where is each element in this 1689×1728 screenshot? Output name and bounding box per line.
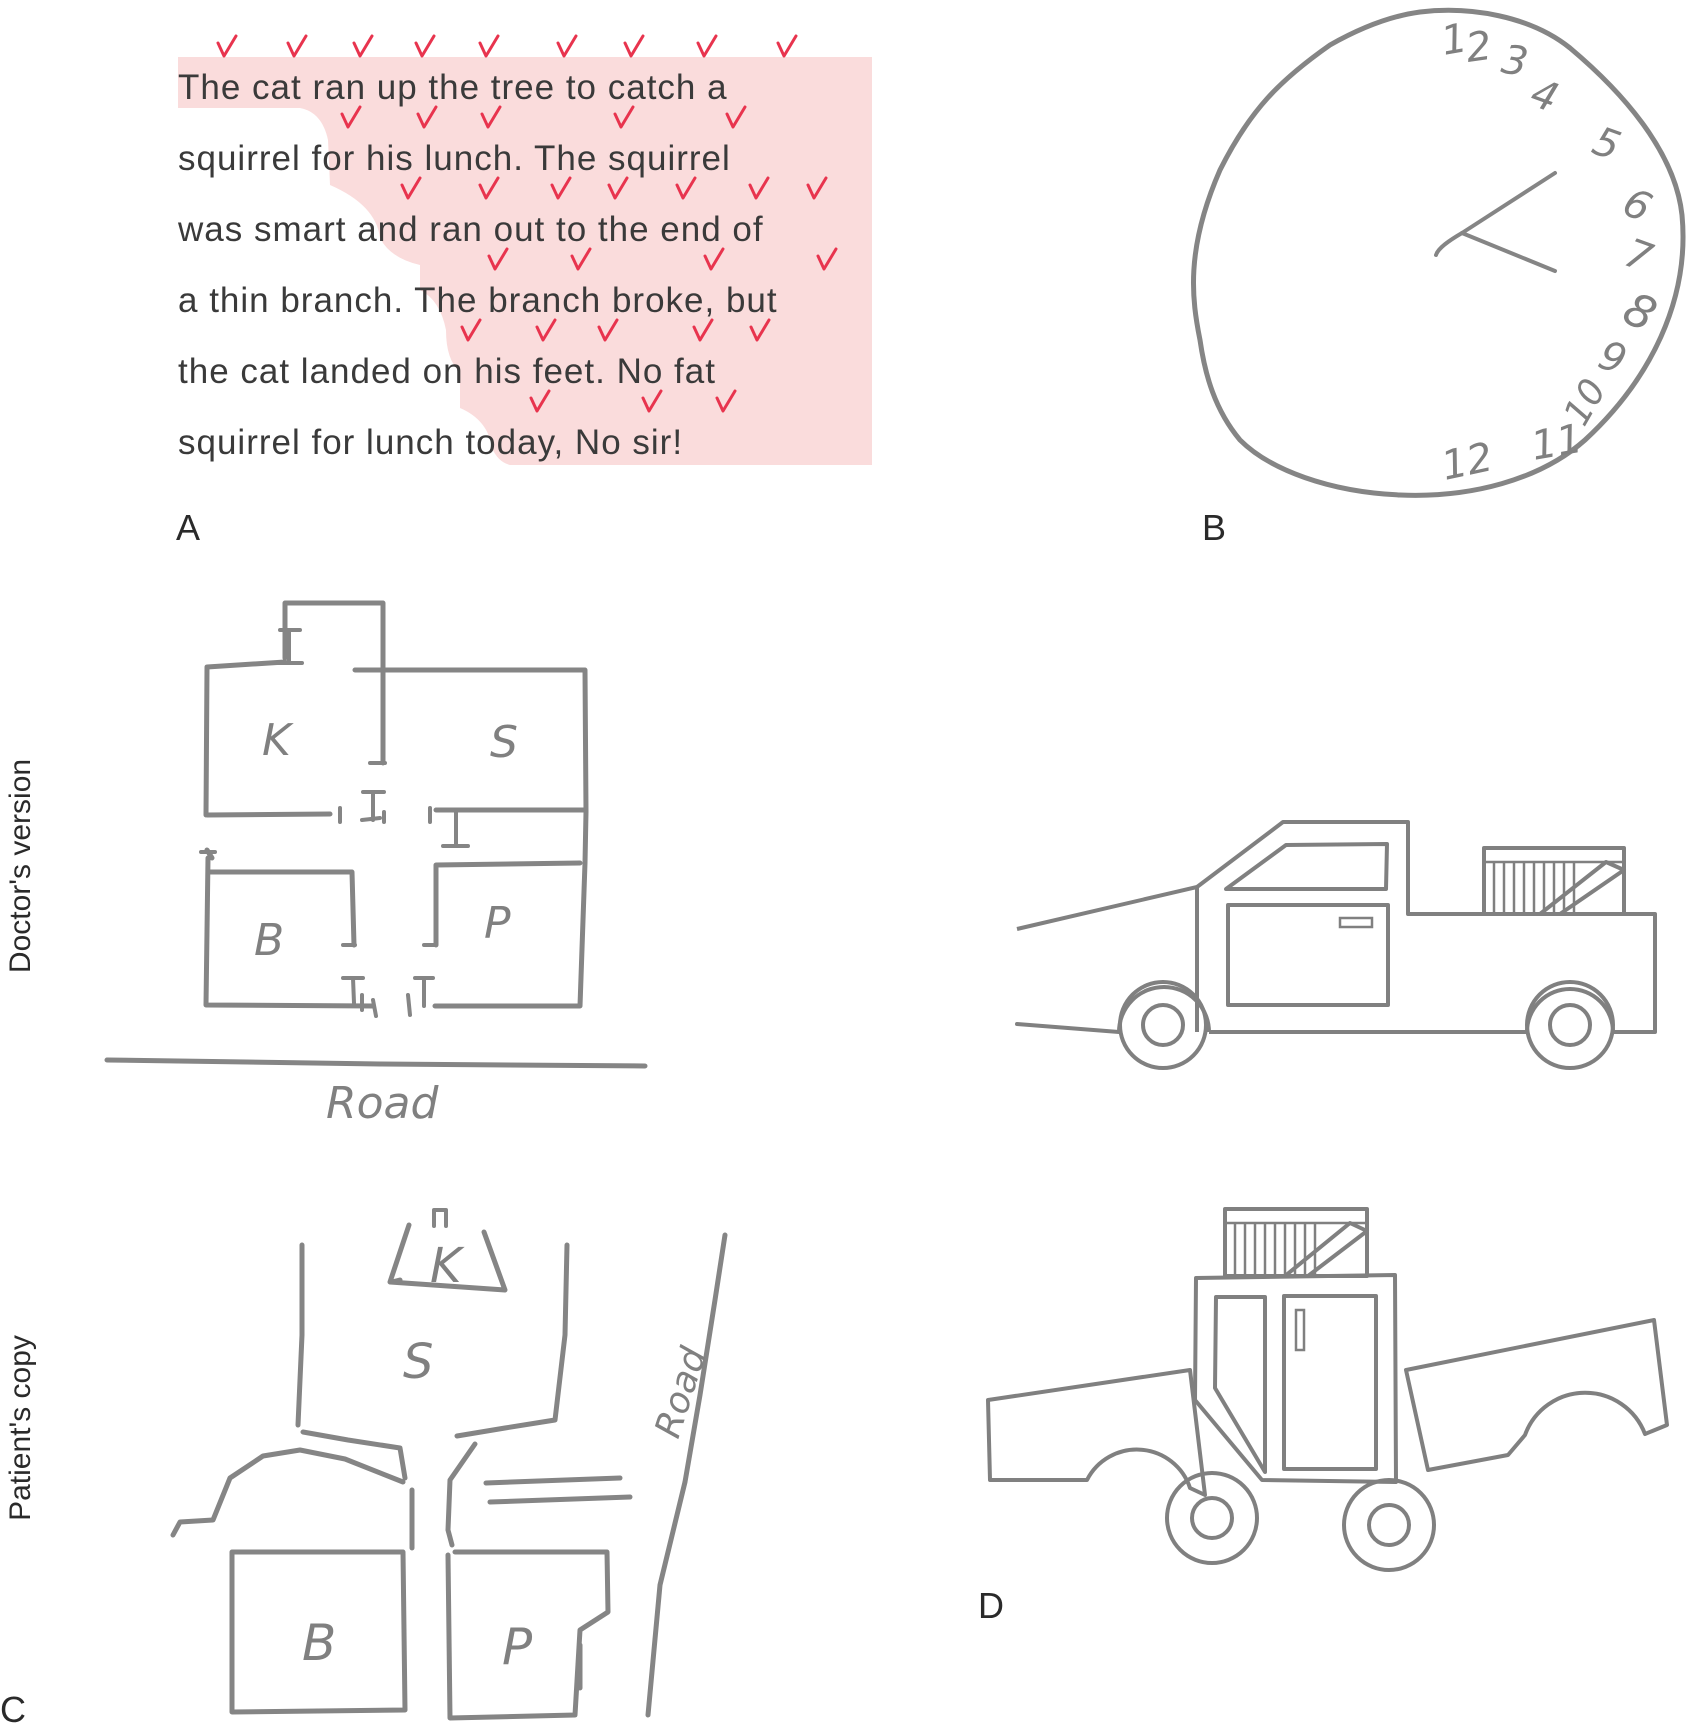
truck-wheel [1167, 1473, 1257, 1563]
truck-door-handle [1296, 1310, 1304, 1350]
truck-bed [1406, 1320, 1667, 1470]
truck-hubcap [1550, 1005, 1590, 1045]
check-mark [288, 36, 306, 56]
clock-number: 11 [1527, 415, 1586, 470]
road-label: Road [326, 1078, 439, 1129]
crate-brace [1540, 862, 1624, 914]
passage-line: the cat landed on his feet. No fat [178, 352, 716, 391]
road-line [107, 1060, 645, 1066]
truck-window [1215, 1297, 1265, 1472]
panel-b [1193, 10, 1683, 548]
room-label: S [490, 717, 518, 768]
model-truck [1017, 822, 1655, 1068]
check-mark [778, 36, 796, 56]
panel-a [176, 36, 872, 548]
room-label: K [262, 715, 291, 766]
door-marks [201, 630, 468, 1016]
check-mark [354, 36, 372, 56]
passage-line: squirrel for lunch today, No sir! [178, 423, 684, 462]
truck-door [1284, 1296, 1376, 1469]
truck-window [1226, 844, 1387, 889]
truck-door-handle [1340, 918, 1372, 927]
clock-number: 6 [1615, 179, 1659, 232]
check-mark [698, 36, 716, 56]
room-label: P [502, 1618, 533, 1676]
panel-label-b: B [1202, 507, 1227, 548]
patient-floor-plan [173, 1210, 725, 1718]
truck-door [1228, 905, 1388, 1005]
clock-number: 1 [1437, 15, 1471, 65]
check-mark [416, 36, 434, 56]
doctor-floor-plan [107, 603, 645, 1129]
clock-hour-hand [1436, 173, 1555, 255]
truck-wheel [1527, 982, 1613, 1068]
panel-c [0, 603, 725, 1728]
check-mark [625, 36, 643, 56]
patient-truck [988, 1209, 1667, 1570]
truck-hubcap [1192, 1498, 1232, 1538]
panel-label-d: D [978, 1585, 1004, 1626]
panel-label-a: A [176, 507, 201, 548]
room-label: B [302, 1614, 337, 1672]
truck-body [1017, 822, 1655, 1032]
passage-line: squirrel for his lunch. The squirrel [178, 139, 731, 178]
panel-d [978, 822, 1667, 1626]
clock-number: 7 [1618, 230, 1659, 283]
passage-line: The cat ran up the tree to catch a [178, 68, 728, 107]
clock-number: 10 [1556, 372, 1615, 433]
clock-number: 4 [1524, 70, 1565, 123]
crate-slats [1494, 862, 1574, 914]
truck-hubcap [1143, 1005, 1183, 1045]
clock-number: 5 [1586, 118, 1627, 171]
clock-number: 12 [1437, 434, 1497, 490]
doctor-version-label: Doctor's version [4, 758, 37, 974]
clock-number: 9 [1592, 332, 1633, 385]
check-mark [558, 36, 576, 56]
room-label: P [484, 898, 511, 949]
clock-number: 3 [1498, 36, 1532, 87]
road-label: Road [647, 1342, 715, 1443]
truck-wheel [1344, 1480, 1434, 1570]
room-label: K [430, 1238, 462, 1294]
passage-line: a thin branch. The branch broke, but [178, 281, 778, 320]
patient-walls [173, 1225, 725, 1718]
patient-copy-label: Patient's copy [4, 1335, 37, 1521]
highlight-region [178, 57, 872, 465]
clock-number: 2 [1462, 22, 1495, 72]
check-mark [480, 36, 498, 56]
clock-number: 8 [1615, 281, 1665, 343]
truck-wheel [1120, 982, 1206, 1068]
panel-label-c: C [0, 1689, 26, 1728]
clock-minute-hand [1462, 233, 1555, 271]
patient-door-marks [434, 1210, 446, 1226]
crate-slats [1235, 1223, 1315, 1276]
room-label: B [254, 915, 285, 966]
room-label: S [403, 1334, 434, 1390]
check-mark [218, 36, 236, 56]
truck-hubcap [1369, 1505, 1409, 1545]
crate-brace [1285, 1223, 1367, 1276]
passage-line: was smart and ran out to the end of [178, 210, 764, 249]
truck-cab [1195, 1275, 1396, 1482]
truck-hood [988, 1370, 1205, 1495]
